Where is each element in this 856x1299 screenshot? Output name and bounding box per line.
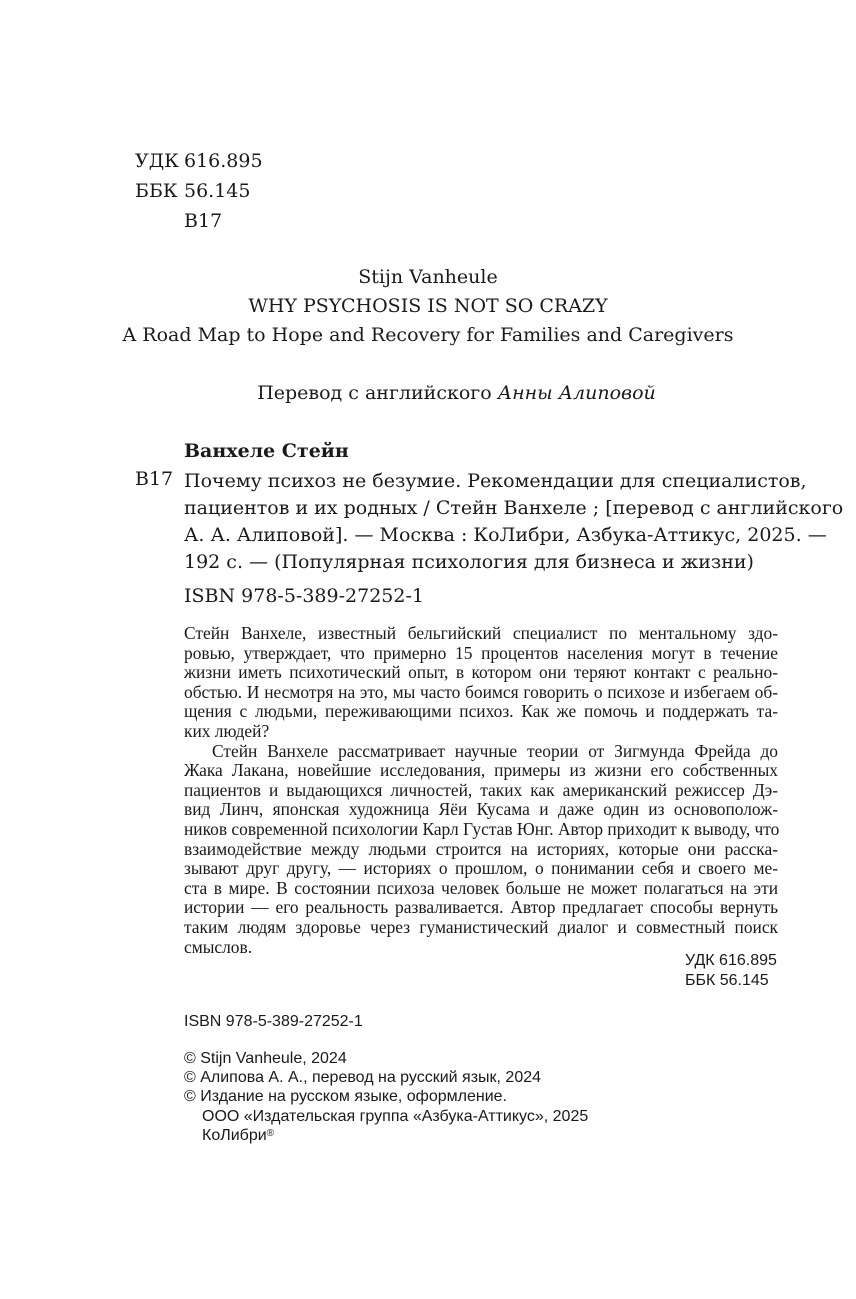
original-author: Stijn Vanheule	[358, 266, 498, 288]
annotation-line: зывают друг другу, — историях о прошлом, о понимании себя и своего ме-	[184, 858, 778, 879]
annotation-line: ких людей?	[184, 720, 270, 741]
translator-name: Анны Алиповой	[497, 382, 656, 404]
original-title: WHY PSYCHOSIS IS NOT SO CRAZY	[248, 295, 608, 317]
registered-mark: ®	[266, 1127, 275, 1139]
annotation-line: щения с людьми, переживающими психоз. Как же помочь и поддержать та-	[184, 701, 778, 722]
isbn-bottom: ISBN 978-5-389-27252-1	[184, 1013, 363, 1030]
bbk-row	[0, 176, 300, 206]
translation-prefix: Перевод с английского	[257, 382, 492, 404]
translation-credit	[0, 382, 856, 404]
annotation-line: Стейн Ванхеле, известный бельгийский специалист по ментальному здо-	[184, 623, 778, 643]
udk-value: 616.895	[184, 150, 263, 172]
copyright-original: © Stijn Vanheule, 2024	[184, 1050, 347, 1067]
copyright-publisher: ООО «Издательская группа «Азбука-Аттикус», 2025	[202, 1107, 589, 1125]
original-subtitle: A Road Map to Hope and Recovery for Families and Caregivers	[122, 324, 734, 346]
bbk-bottom: ББК 56.145	[685, 972, 769, 989]
annotation-line: Стейн Ванхеле рассматривает научные теории от Зигмунда Фрейда до	[212, 740, 778, 761]
copyright-translation: © Алипова А. А., перевод на русский язык, 2024	[184, 1069, 542, 1087]
bbk-label: ББК	[135, 180, 178, 202]
bibliographic-code: В17	[135, 468, 174, 490]
classification-bottom	[685, 951, 777, 991]
annotation-line: истории — его реальность разваливается. Автор предлагает способы вернуть	[184, 897, 778, 918]
annotation-line: ников современной психологии Карл Густав Юнг. Автор приходит к выводу, что	[184, 818, 780, 839]
annotation-line: таким людям здоровье через гуманистический диалог и совместный поиск	[184, 916, 778, 937]
annotation-line: смыслов.	[184, 936, 253, 957]
annotation-line: обстью. И несмотря на это, мы часто боимся говорить о психозе и избегаем об-	[184, 681, 778, 702]
annotation-line: ровью, утверждает, что примерно 15 процентов населения могут в течение	[184, 642, 778, 663]
imprint-name: КоЛибри	[202, 1126, 267, 1144]
bibliographic-description	[184, 468, 844, 576]
udk-label: УДК	[135, 150, 179, 172]
copyright-imprint	[184, 1126, 588, 1145]
udk-bottom: УДК 616.895	[685, 952, 777, 969]
udk-row	[0, 146, 300, 176]
author-heading: Ванхеле Стейн	[184, 440, 349, 462]
bib-line: Почему психоз не безумие. Рекомендации для специалистов,	[184, 470, 807, 492]
author-mark: В17	[184, 210, 223, 232]
bbk-value: 56.145	[184, 180, 251, 202]
bib-line: А. А. Алиповой]. — Москва : КоЛибри, Азбука-Аттикус, 2025. —	[184, 524, 827, 546]
annotation-line: Жака Лакана, новейшие исследования, примеры из жизни его собственных	[184, 760, 778, 781]
annotation-line: вид Линч, японская художница Яёи Кусама и даже один из основополож-	[184, 799, 778, 820]
bib-line: пациентов и их родных / Стейн Ванхеле ; [перевод с английского	[184, 497, 844, 519]
annotation-line: ста в мире. В состоянии психоза человек больше не может полагаться на эти	[184, 877, 778, 898]
annotation-line: жизни иметь психотический опыт, в котором они теряют контакт с реально-	[184, 662, 778, 683]
isbn-main: ISBN 978-5-389-27252-1	[184, 585, 424, 607]
annotation-line: взаимодействие между людьми строится на историях, которые они расска-	[184, 838, 778, 859]
annotation-line: пациентов и выдающихся личностей, таких как американский режиссер Дэ-	[184, 779, 778, 800]
copyright-block	[184, 1049, 588, 1145]
bib-line: 192 с. — (Популярная психология для бизнеса и жизни)	[184, 551, 754, 573]
annotation	[184, 624, 778, 957]
copyright-edition: © Издание на русском языке, оформление.	[184, 1088, 507, 1106]
